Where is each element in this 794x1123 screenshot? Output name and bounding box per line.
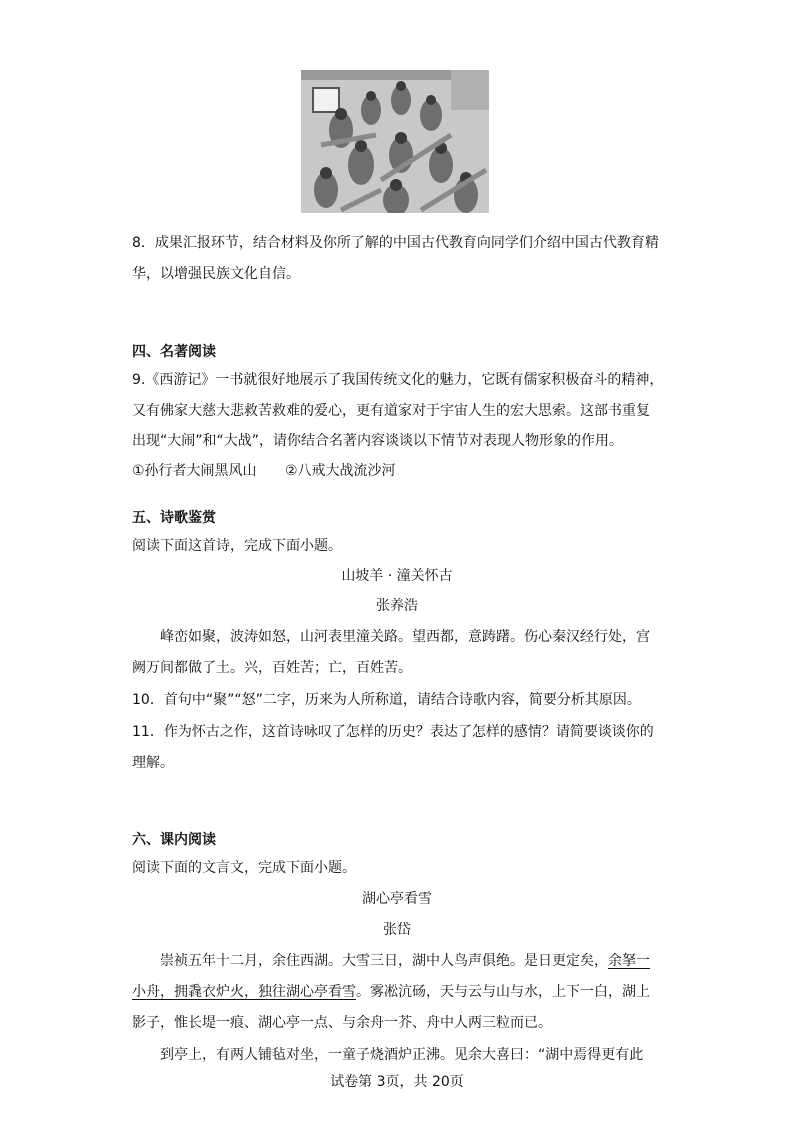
- paragraph-1-line-2-plain: 。雾凇沆砀，天与云与山与水，上下一白，湖上: [356, 984, 650, 1000]
- question-11-line-2: 理解。: [132, 755, 174, 771]
- classroom-photo-icon: [301, 70, 489, 213]
- classroom-photo: [301, 70, 489, 213]
- question-9-line-3: 出现“大闹”和“大战”，请你结合名著内容谈谈以下情节对表现人物形象的作用。: [132, 433, 624, 449]
- section-4-title: 四、名著阅读: [132, 344, 216, 360]
- paragraph-1-underlined-end: 小舟，拥毳衣炉火，独往湖心亭看雪: [132, 984, 356, 1000]
- paragraph-1-line-2: [132, 982, 650, 1002]
- paragraph-1-line-3: 影子，惟长堤一痕、湖心亭一点、与余舟一芥、舟中人两三粒而已。: [132, 1015, 552, 1031]
- poem-line-1: 峰峦如聚，波涛如怒，山河表里潼关路。望西都，意踌躇。伤心秦汉经行处，宫: [160, 629, 650, 645]
- page-footer: 试卷第 3页，共 20页: [330, 1074, 464, 1090]
- question-9-option-1: ①孙行者大闹黑风山: [132, 463, 257, 479]
- question-9-option-2: ②八戒大战流沙河: [285, 463, 396, 479]
- section-6-intro: 阅读下面的文言文，完成下面小题。: [132, 860, 356, 876]
- text-title: 湖心亭看雪: [362, 891, 432, 907]
- poem-title: 山坡羊 · 潼关怀古: [341, 568, 453, 584]
- paragraph-1-underlined-start: 余拏一: [608, 953, 650, 969]
- poem-author: 张养浩: [376, 598, 418, 614]
- section-5-intro: 阅读下面这首诗，完成下面小题。: [132, 538, 342, 554]
- paragraph-1-line-1: [160, 951, 650, 971]
- question-11-line-1: 11．作为怀古之作，这首诗咏叹了怎样的历史？表达了怎样的感情？请简要谈谈你的: [132, 724, 654, 740]
- paragraph-1-line-1-plain: 崇祯五年十二月，余住西湖。大雪三日，湖中人鸟声俱绝。是日更定矣，: [160, 953, 608, 969]
- section-6-title: 六、课内阅读: [132, 832, 216, 848]
- question-9-line-2: 又有佛家大慈大悲救苦救难的爱心，更有道家对于宇宙人生的宏大思索。这部书重复: [132, 403, 650, 419]
- poem-line-2: 阙万间都做了土。兴，百姓苦；亡，百姓苦。: [132, 660, 412, 676]
- question-10: 10．首句中“聚”“怒”二字，历来为人所称道，请结合诗歌内容，简要分析其原因。: [132, 692, 641, 708]
- paragraph-2-line-1: 到亭上，有两人铺毡对坐，一童子烧酒炉正沸。见余大喜曰：“湖中焉得更有此: [160, 1047, 644, 1063]
- question-8-line-2: 华，以增强民族文化自信。: [132, 266, 300, 282]
- text-author: 张岱: [383, 922, 411, 938]
- section-5-title: 五、诗歌鉴赏: [132, 510, 216, 526]
- question-8-line-1: 8．成果汇报环节，结合材料及你所了解的中国古代教育向同学们介绍中国古代教育精: [132, 235, 659, 251]
- question-9-line-1: 9.《西游记》一书就很好地展示了我国传统文化的魅力，它既有儒家积极奋斗的精神，: [132, 372, 664, 388]
